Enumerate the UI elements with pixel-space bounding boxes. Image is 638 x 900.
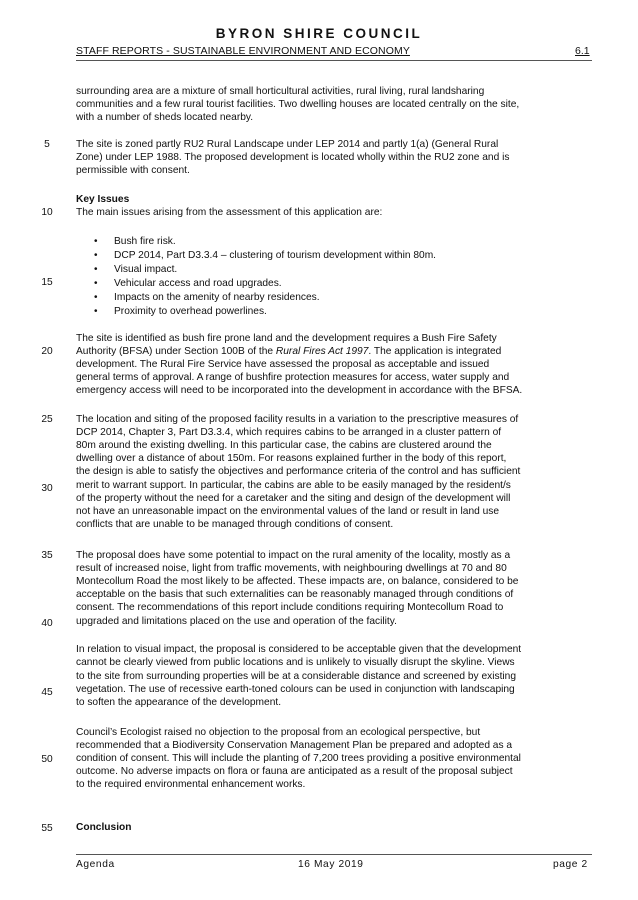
body-line: Montecollum Road the most likely to be affected. These impacts are, on balance, considered to be	[76, 576, 519, 587]
body-line: result of increased noise, light from traffic movements, with neighbouring dwellings at 70 and 80	[76, 563, 507, 574]
body-line: upgraded and limitations placed on the use and operation of the facility.	[76, 616, 397, 627]
body-text: Authority (BFSA) under Section 100B of the	[76, 346, 276, 357]
line-number: 55	[41, 823, 53, 834]
line-number: 20	[41, 346, 53, 357]
issue-item: DCP 2014, Part D3.3.4 – clustering of tourism development within 80m.	[114, 250, 437, 261]
line-number: 10	[41, 207, 53, 218]
body-line: Zone) under LEP 1988. The proposed development is located wholly within the RU2 zone and is	[76, 152, 510, 163]
body-line: permissible with consent.	[76, 165, 190, 176]
body-line: emergency access will need to be incorporated into the development in accordance with the BFSA.	[76, 385, 523, 396]
body-line: The site is zoned partly RU2 Rural Landscape under LEP 2014 and partly 1(a) (General Rural	[76, 139, 499, 150]
body-line: conflicts that are unable to be managed through conditions of consent.	[76, 519, 394, 530]
body-line: The site is identified as bush fire prone land and the development requires a Bush Fire Safety	[76, 333, 497, 344]
body-line: The location and siting of the proposed facility results in a variation to the prescriptive measures of	[76, 414, 519, 425]
body-line: outcome. No adverse impacts on flora or fauna are anticipated as a result of the proposal subject	[76, 766, 513, 777]
issue-item: Vehicular access and road upgrades.	[114, 278, 282, 289]
key-issues-heading: Key Issues	[76, 194, 130, 205]
body-line: to the site from surrounding properties will be at a considerable distance and screened by existing	[76, 671, 517, 682]
report-item-number: 6.1	[575, 45, 590, 57]
body-line: to the required environmental enhancement works.	[76, 779, 306, 790]
bullet-icon: •	[94, 264, 98, 275]
line-number: 40	[41, 618, 53, 629]
bullet-icon: •	[94, 306, 98, 317]
body-line: acceptable on the basis that such externalities can be reasonably managed through conditions of	[76, 589, 514, 600]
bullet-icon: •	[94, 278, 98, 289]
header-divider	[76, 60, 592, 61]
body-line: Council’s Ecologist raised no objection to the proposal from an ecological perspective, but	[76, 727, 481, 738]
bullet-icon: •	[94, 250, 98, 261]
line-number: 45	[41, 687, 53, 698]
body-line: condition of consent. This will include the planting of 7,200 trees providing a positive environmental	[76, 753, 521, 764]
footer-date: 16 May 2019	[298, 859, 364, 870]
footer-page: page 2	[553, 859, 588, 870]
bullet-icon: •	[94, 236, 98, 247]
issue-item: Proximity to overhead powerlines.	[114, 306, 267, 317]
body-line: with a number of sheds located nearby.	[76, 112, 254, 123]
body-line: to soften the appearance of the development.	[76, 697, 282, 708]
council-name: BYRON SHIRE COUNCIL	[215, 26, 423, 41]
body-line: consent. The recommendations of this report include conditions requiring Montecollum Road to	[76, 602, 504, 613]
body-line: cannot be clearly viewed from public locations and is unlikely to visually disrupt the skyline. Views	[76, 657, 515, 668]
body-line: development. The Rural Fire Service have assessed the proposal as acceptable and issued	[76, 359, 490, 370]
body-line: dwelling over a distance of about 150m. For reasons explained further in the body of this report,	[76, 453, 507, 464]
issue-item: Impacts on the amenity of nearby residences.	[114, 292, 320, 303]
act-title: Rural Fires Act 1997	[275, 346, 369, 357]
body-line: vegetation. The use of recessive earth-toned colours can be used in conjunction with landscaping	[76, 684, 515, 695]
body-line: of the property without the need for a caretaker and the siting and design of the development will	[76, 493, 511, 504]
body-line: DCP 2014, Chapter 3, Part D3.3.4, which requires cabins to be arranged in a cluster pattern of	[76, 427, 502, 438]
body-text: . The application is integrated	[368, 346, 502, 357]
body-line: In relation to visual impact, the proposal is considered to be acceptable given that the development	[76, 644, 522, 655]
bullet-icon: •	[94, 292, 98, 303]
body-line: surrounding area are a mixture of small horticultural activities, rural living, rural landsharing	[76, 86, 485, 97]
body-line	[76, 345, 501, 358]
footer-left: Agenda	[76, 859, 115, 870]
body-line: The proposal does have some potential to impact on the rural amenity of the locality, mostly as a	[76, 550, 511, 561]
body-line: the design is able to satisfy the objectives and performance criteria of the control and has sufficient	[76, 466, 521, 477]
body-line: The main issues arising from the assessment of this application are:	[76, 207, 383, 218]
body-line: not have an unreasonable impact on the environmental values of the land or result in land use	[76, 506, 500, 517]
body-line: general terms of approval. A range of bushfire protection measures for access, water supply and	[76, 372, 510, 383]
line-number: 5	[44, 139, 50, 150]
body-line: 80m around the existing dwelling. In this particular case, the cabins are clustered around the	[76, 440, 492, 451]
line-number: 25	[41, 414, 53, 425]
body-line: communities and a few rural tourist facilities. Two dwelling houses are located centrally on the site,	[76, 99, 520, 110]
footer-divider	[76, 854, 592, 855]
line-number: 35	[41, 550, 53, 561]
conclusion-heading: Conclusion	[76, 822, 132, 833]
issue-item: Bush fire risk.	[114, 236, 176, 247]
line-number: 15	[41, 277, 53, 288]
report-section-title: STAFF REPORTS - SUSTAINABLE ENVIRONMENT AND ECONOMY	[76, 45, 410, 57]
line-number: 50	[41, 754, 53, 765]
body-line: recommended that a Biodiversity Conservation Management Plan be prepared and adopted as a	[76, 740, 513, 751]
issue-item: Visual impact.	[114, 264, 178, 275]
line-number: 30	[41, 483, 53, 494]
body-line: merit to warrant support. In particular, the cabins are able to be easily managed by the resident/s	[76, 480, 511, 491]
